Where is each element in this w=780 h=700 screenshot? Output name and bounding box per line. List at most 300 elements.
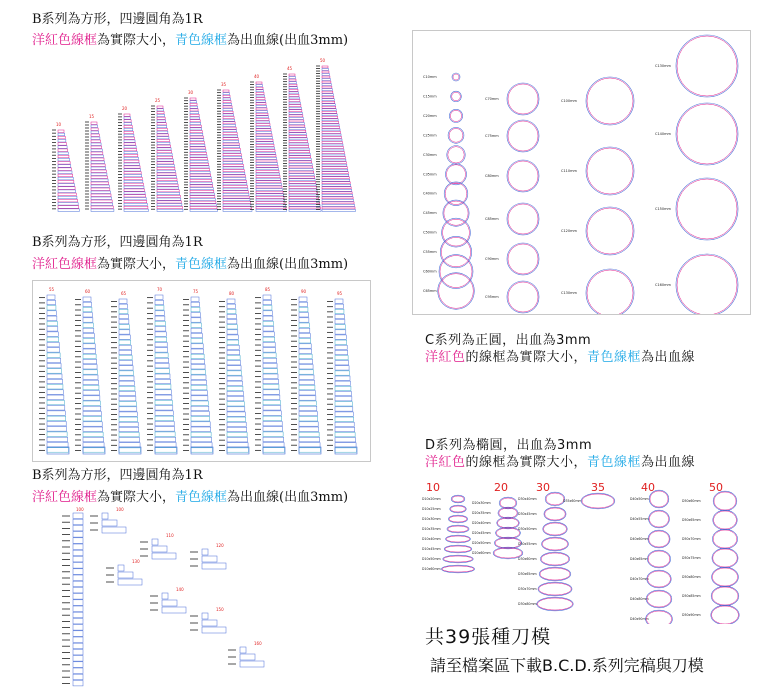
dieline-rect [58, 130, 64, 133]
size-label: 100 [116, 507, 124, 512]
dieline-rect [289, 161, 312, 163]
dieline-rect [47, 353, 60, 357]
dieline-rect [227, 386, 243, 390]
dieline-rect [83, 385, 99, 389]
dieline-rect [322, 114, 337, 116]
dieline-rect [289, 94, 299, 96]
dieline-rect [191, 302, 199, 306]
actual-circle [439, 274, 474, 309]
dieline-rect [155, 327, 166, 331]
dieline-rect [157, 173, 176, 175]
circle-size-label: C95mm [485, 295, 499, 299]
dieline-rect [335, 320, 345, 324]
dieline-rect [223, 140, 239, 142]
dieline-rect [119, 422, 138, 426]
bleed-ellipse [647, 570, 671, 588]
dieline-rect [322, 179, 350, 181]
size-label: 140 [176, 587, 184, 592]
dieline-rect [223, 207, 251, 209]
dieline-rect [263, 295, 271, 299]
dieline-rect [223, 143, 239, 145]
dieline-rect [263, 432, 283, 436]
bleed-circle [676, 103, 738, 165]
dieline-rect [263, 406, 281, 410]
dieline-rect [190, 209, 217, 211]
dieline-rect [47, 369, 62, 373]
dieline-rect [91, 191, 110, 193]
dieline-rect [335, 381, 350, 385]
dieline-rect [58, 133, 65, 136]
dieline-rect [124, 146, 136, 148]
dieline-rect [119, 366, 133, 370]
actual-circle [453, 74, 459, 80]
dieline-rect [91, 125, 98, 127]
dieline-rect [263, 442, 284, 446]
dieline-rect [322, 184, 351, 186]
dieline-rect [263, 358, 277, 362]
dieline-rect [299, 422, 318, 426]
dieline-rect [322, 197, 353, 199]
bleed-ellipse [545, 492, 565, 506]
dieline-rect [124, 198, 146, 200]
dieline-rect [58, 171, 72, 174]
dieline-rect [227, 355, 240, 359]
dieline-rect [322, 76, 330, 78]
actual-circle [508, 161, 538, 191]
circle-size-label: C160mm [655, 283, 671, 287]
dieline-rect [73, 538, 83, 544]
dieline-rect [289, 148, 309, 150]
bleed-circle [507, 120, 539, 152]
dieline-rect [335, 427, 355, 431]
dieline-rect [289, 130, 306, 132]
dieline-rect [83, 328, 94, 332]
dieline-rect [191, 411, 209, 415]
dieline-rect [289, 105, 301, 107]
dieline-rect [47, 374, 62, 378]
dieline-rect [263, 374, 278, 378]
dieline-rect [190, 193, 214, 195]
actual-ellipse [712, 587, 738, 605]
size-label: 70 [157, 287, 163, 292]
ellipse-size-label: D50x90mm [682, 613, 701, 617]
dieline-rect [322, 81, 331, 83]
ellipse-size-label: D10x40mm [422, 537, 441, 541]
actual-ellipse [452, 496, 464, 502]
dieline-rect [322, 126, 340, 128]
dieline-rect [322, 134, 341, 136]
dieline-rect [322, 84, 331, 86]
circle-size-label: C55mm [423, 250, 437, 255]
dieline-rect [256, 108, 267, 110]
dieline-rect [119, 391, 135, 395]
dieline-rect [73, 643, 83, 649]
dieline-rect [289, 133, 306, 135]
dieline-rect [124, 169, 141, 171]
dieline-rect [289, 115, 303, 117]
dieline-rect [124, 117, 131, 119]
dieline-rect [83, 349, 96, 353]
circle-size-label: C15mm [423, 94, 437, 99]
b3-heading-line1: B系列為方形，四邊圓角為1R [32, 468, 203, 483]
dieline-rect [299, 333, 310, 337]
magenta-frame-label: 洋紅色線框 [32, 490, 98, 505]
dieline-rect [124, 209, 148, 211]
b3-heading-line2 [32, 490, 348, 506]
dieline-rect [256, 168, 279, 170]
dieline-rect [190, 125, 201, 127]
circle-size-label: C20mm [423, 113, 437, 118]
dieline-rect [124, 128, 133, 130]
dieline-rect [124, 163, 140, 165]
dieline-rect [335, 335, 346, 339]
dieline-rect [299, 307, 308, 311]
dieline-rect [47, 400, 64, 404]
bleed-ellipse [538, 582, 572, 596]
dieline-rect [256, 202, 285, 204]
dieline-rect [162, 607, 186, 613]
dieline-rect [335, 386, 351, 390]
size-label: 120 [216, 543, 224, 548]
dieline-rect [299, 318, 309, 322]
dieline-rect [263, 427, 283, 431]
dieline-rect [335, 350, 348, 354]
dieline-rect [155, 395, 172, 399]
actual-ellipse [442, 566, 474, 572]
dieline-rect [289, 176, 315, 178]
dieline-rect [47, 358, 61, 362]
bleed-ellipse [448, 515, 467, 523]
dieline-rect [155, 448, 177, 452]
dieline-rect [47, 295, 55, 299]
dieline-rect [322, 71, 329, 73]
dieline-rect [91, 173, 107, 175]
dieline-rect [227, 304, 235, 308]
dieline-rect [83, 417, 102, 421]
dieline-rect [58, 190, 76, 193]
dieline-rect [227, 366, 241, 370]
dieline-rect [256, 124, 270, 126]
bleed-circle [507, 243, 539, 275]
dieline-rect [91, 134, 99, 136]
dieline-rect [152, 553, 176, 559]
dieline-rect [289, 100, 300, 102]
dieline-rect [91, 122, 97, 124]
size-label: 150 [216, 607, 224, 612]
dieline-rect [58, 162, 70, 165]
dieline-rect [299, 432, 319, 436]
dieline-rect [335, 325, 345, 329]
dieline-rect [322, 69, 328, 71]
actual-ellipse [649, 511, 668, 527]
dieline-rect [91, 176, 108, 178]
ellipse-size-label: D40x90mm [630, 617, 649, 621]
size-label: 45 [287, 66, 293, 71]
ellipse-size-label: D10x50mm [422, 557, 441, 561]
dieline-rect [256, 92, 264, 94]
dieline-rect [83, 427, 103, 431]
dieline-rect [256, 121, 270, 123]
dieline-rect [335, 412, 353, 416]
dieline-rect [83, 406, 101, 410]
dieline-rect [299, 375, 314, 379]
dieline-rect [155, 416, 174, 420]
dieline-rect [299, 448, 321, 452]
dieline-rect [152, 546, 167, 552]
bleed-ellipse [444, 545, 472, 553]
dieline-rect [83, 380, 98, 384]
dieline-rect [223, 196, 249, 198]
dieline-rect [227, 335, 238, 339]
dieline-rect [223, 151, 241, 153]
dieline-rect [202, 620, 217, 626]
dieline-rect [335, 422, 354, 426]
dieline-rect [289, 112, 302, 114]
dieline-rect [191, 422, 210, 426]
dieline-rect [191, 396, 208, 400]
dieline-rect [322, 164, 347, 166]
actual-circle [447, 165, 466, 184]
dieline-rect [83, 333, 94, 337]
dieline-rect [155, 332, 166, 336]
dieline-rect [73, 519, 83, 525]
dieline-rect [322, 204, 355, 206]
dieline-rect [162, 593, 168, 599]
ellipse-size-label: D30x40mm [518, 497, 537, 501]
dieline-rect [322, 182, 350, 184]
dieline-rect [256, 85, 263, 87]
dieline-rect [223, 148, 240, 150]
dieline-rect [118, 565, 124, 571]
dieline-rect [157, 106, 163, 108]
dieline-rect [91, 197, 112, 199]
circle-size-label: C130mm [655, 64, 671, 68]
c-dieline-sheet [413, 31, 750, 314]
dieline-rect [299, 385, 315, 389]
dieline-rect [227, 402, 244, 406]
dieline-rect [289, 120, 304, 122]
dieline-rect [91, 206, 113, 208]
dieline-rect [289, 204, 320, 206]
dieline-rect [191, 344, 203, 348]
dieline-rect [190, 158, 208, 160]
dieline-rect [223, 127, 236, 129]
dieline-rect [191, 328, 202, 332]
dieline-rect [263, 390, 279, 394]
dieline-rect [73, 587, 83, 593]
dieline-rect [256, 118, 269, 120]
dieline-rect [191, 448, 213, 452]
dieline-rect [47, 327, 58, 331]
ellipse-size-label: D10x45mm [422, 547, 441, 551]
dieline-rect [191, 427, 211, 431]
dieline-rect [190, 106, 198, 108]
dieline-rect [124, 134, 134, 136]
bleed-ellipse [543, 522, 567, 536]
dieline-rect [83, 302, 91, 306]
b2-heading-line2 [32, 257, 348, 273]
dieline-rect [157, 134, 168, 136]
dieline-rect [256, 176, 280, 178]
dieline-rect [322, 91, 333, 93]
dieline-rect [190, 133, 203, 135]
ellipse-size-label: D10x25mm [422, 507, 441, 511]
dieline-rect [155, 374, 170, 378]
actual-circle [677, 104, 737, 164]
dieline-rect [322, 131, 341, 133]
dieline-rect [289, 192, 318, 194]
dieline-rect [190, 201, 216, 203]
dieline-rect [322, 121, 339, 123]
dieline-rect [157, 206, 182, 208]
dieline-rect [227, 361, 241, 365]
dieline-rect [73, 637, 83, 643]
dieline-rect [335, 443, 356, 447]
dieline-rect [223, 95, 230, 97]
dieline-rect [256, 105, 267, 107]
size-label: 80 [229, 291, 235, 296]
dieline-rect [91, 179, 108, 181]
dieline-rect [91, 131, 99, 133]
dieline-rect [58, 177, 73, 180]
actual-circle [587, 148, 633, 194]
dieline-rect [155, 437, 176, 441]
dieline-rect [83, 448, 105, 452]
size-label: 75 [193, 289, 199, 294]
actual-ellipse [451, 506, 466, 512]
dieline-rect [157, 145, 171, 147]
dieline-rect [118, 572, 133, 578]
ellipse-size-label: D20x60mm [472, 551, 491, 555]
bleed-ellipse [443, 555, 473, 563]
actual-circle [587, 208, 633, 254]
dieline-rect [119, 386, 135, 390]
dieline-rect [263, 327, 274, 331]
dieline-rect [157, 184, 178, 186]
actual-ellipse [500, 498, 516, 508]
dieline-rect [322, 111, 337, 113]
dieline-rect [256, 157, 277, 159]
actual-ellipse [713, 549, 737, 567]
actual-ellipse [542, 538, 567, 550]
cyan-frame-label: 青色線框 [175, 490, 228, 505]
dieline-rect [223, 111, 233, 113]
dieline-rect [256, 196, 284, 198]
dieline-rect [256, 98, 265, 100]
dieline-rect [223, 130, 237, 132]
bleed-circle [507, 203, 539, 235]
dieline-rect [223, 162, 243, 164]
dieline-rect [91, 146, 102, 148]
circle-size-label: C30mm [423, 152, 437, 157]
dieline-rect [73, 662, 83, 668]
dieline-rect [83, 437, 104, 441]
size-label: 100 [76, 507, 84, 512]
dieline-rect [322, 79, 330, 81]
dieline-rect [289, 125, 305, 127]
dieline-rect [124, 149, 137, 151]
actual-ellipse [646, 611, 671, 624]
dieline-rect [256, 160, 277, 162]
dieline-rect [91, 170, 106, 172]
circle-size-label: C100mm [561, 99, 577, 103]
dieline-rect [263, 447, 285, 454]
dieline-rect [191, 375, 206, 379]
dieline-rect [47, 406, 65, 410]
actual-circle [587, 270, 633, 314]
dieline-rect [223, 117, 234, 119]
bleed-ellipse [649, 510, 670, 528]
b1-heading-line1: B系列為方形，四邊圓角為1R [32, 12, 203, 27]
dieline-rect [58, 196, 77, 199]
dieline-rect [289, 117, 303, 119]
dieline-rect [289, 156, 311, 158]
dieline-rect [223, 106, 232, 108]
cyan-frame-label: 青色線框 [587, 455, 642, 470]
dieline-rect [155, 390, 171, 394]
dieline-rect [322, 192, 352, 194]
dieline-rect [157, 204, 182, 206]
dieline-rect [227, 407, 245, 411]
ellipse-size-label: D10x30mm [422, 517, 441, 521]
d-dieline-sheet [418, 476, 758, 624]
dieline-rect [322, 189, 352, 191]
bleed-circle [676, 35, 738, 97]
dieline-rect [227, 345, 239, 349]
dieline-rect [256, 152, 276, 154]
dieline-rect [227, 320, 237, 324]
dieline-rect [155, 300, 163, 304]
actual-circle [508, 282, 538, 312]
dieline-rect [190, 196, 215, 198]
dieline-rect [322, 194, 353, 196]
actual-ellipse [544, 523, 567, 535]
bleed-text: 為出血線(出血3mm) [227, 257, 349, 272]
dieline-rect [289, 110, 302, 112]
dieline-rect [335, 309, 344, 313]
dieline-rect [322, 136, 342, 138]
dieline-rect [223, 90, 229, 92]
dieline-rect [157, 159, 173, 161]
dieline-rect [47, 448, 69, 452]
dieline-rect [335, 366, 349, 370]
dieline-rect [240, 647, 246, 653]
dieline-rect [256, 129, 271, 131]
circle-size-label: C60mm [423, 269, 437, 274]
dieline-rect [83, 375, 98, 379]
dieline-rect [119, 355, 132, 359]
dieline-rect [191, 339, 203, 343]
bleed-circle [439, 255, 473, 289]
dieline-rect [223, 135, 238, 137]
actual-ellipse [445, 546, 471, 552]
bleed-circle [451, 91, 462, 102]
dieline-rect [223, 93, 230, 95]
dieline-rect [289, 107, 301, 109]
dieline-rect [191, 380, 206, 384]
series-header: 10 [426, 481, 440, 494]
b1-dieline-sheet [48, 58, 368, 218]
ellipse-size-label: D40x55mm [630, 517, 649, 521]
dieline-rect [256, 150, 275, 152]
dieline-rect [256, 142, 274, 144]
circle-size-label: C40mm [423, 191, 437, 196]
dieline-rect [322, 139, 342, 141]
dieline-rect [289, 97, 299, 99]
dieline-rect [227, 443, 248, 447]
bleed-text: 為出血線 [641, 350, 696, 365]
dieline-rect [119, 340, 131, 344]
